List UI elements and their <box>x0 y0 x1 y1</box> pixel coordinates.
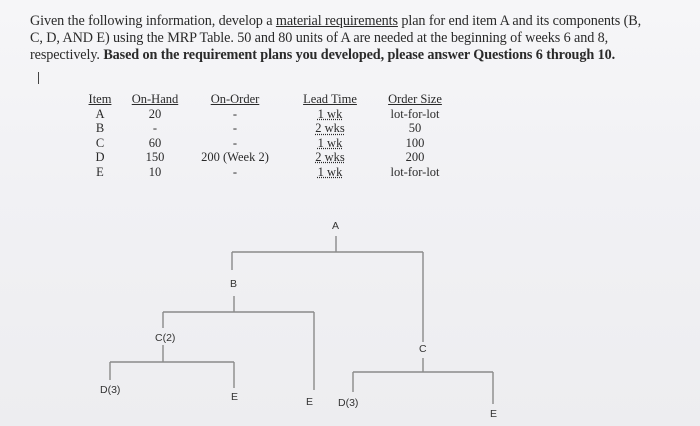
problem-line-1-end: plan for end item A and its components (B, <box>397 13 642 29</box>
header-lead-time: Lead Time <box>303 92 357 106</box>
tree-node-a: A <box>332 220 340 232</box>
cell-on-order: - <box>232 164 238 179</box>
cell-order-size: lot-for-lot <box>390 107 440 121</box>
cell-order-size: lot-for-lot <box>390 164 440 179</box>
tree-node-e-mid: E <box>306 396 314 408</box>
cell-lead-time: 1 wk <box>317 107 343 121</box>
cell-item: A <box>95 107 105 121</box>
tree-node-c-right: C <box>419 343 427 355</box>
tree-node-d-right: D(3) <box>338 397 359 409</box>
tree-node-e-under-b: E <box>231 391 239 403</box>
cell-item: C <box>95 135 105 150</box>
header-order-size: Order Size <box>388 92 442 106</box>
header-on-hand: On-Hand <box>131 92 179 106</box>
problem-line-1-start: Given the following information, develop a <box>30 13 276 29</box>
material-requirements-link[interactable]: material requirements <box>275 13 398 29</box>
cell-lead-time: 1 wk <box>317 164 343 179</box>
header-on-order: On-Order <box>210 92 260 106</box>
cell-order-size: 50 <box>408 121 422 136</box>
cell-item: D <box>95 150 105 165</box>
tree-node-d-left: D(3) <box>100 384 121 396</box>
problem-instructions: Based on the requirement plans you developed, please answer Questions 6 through 10. <box>103 47 616 63</box>
problem-line-2: C, D, AND E) using the MRP Table. 50 and 80 units of A are needed at the beginning of weeks 6 and 8, <box>30 30 609 46</box>
tree-node-e-right: E <box>490 408 498 420</box>
cell-item: B <box>95 121 105 136</box>
cell-lead-time: 1 wk <box>317 135 343 150</box>
cell-on-order: - <box>232 135 238 150</box>
cell-on-hand: - <box>152 121 158 136</box>
cell-on-order: - <box>232 121 238 136</box>
cell-on-hand: 150 <box>145 150 165 165</box>
tree-node-c-left: C(2) <box>155 332 176 344</box>
tree-node-b: B <box>230 278 238 290</box>
cell-on-order: - <box>232 107 238 121</box>
cell-order-size: 200 <box>405 150 425 165</box>
header-item: Item <box>88 92 112 106</box>
cell-item: E <box>96 164 104 179</box>
cell-lead-time: 2 wks <box>315 121 345 136</box>
cell-on-hand: 20 <box>148 107 162 121</box>
cell-on-hand: 10 <box>148 164 162 179</box>
cell-on-hand: 60 <box>148 135 162 150</box>
cell-lead-time: 2 wks <box>315 150 345 165</box>
cell-on-order: 200 (Week 2) <box>201 150 269 165</box>
problem-line-3-start: respectively. <box>30 47 104 63</box>
cell-order-size: 100 <box>405 135 425 150</box>
